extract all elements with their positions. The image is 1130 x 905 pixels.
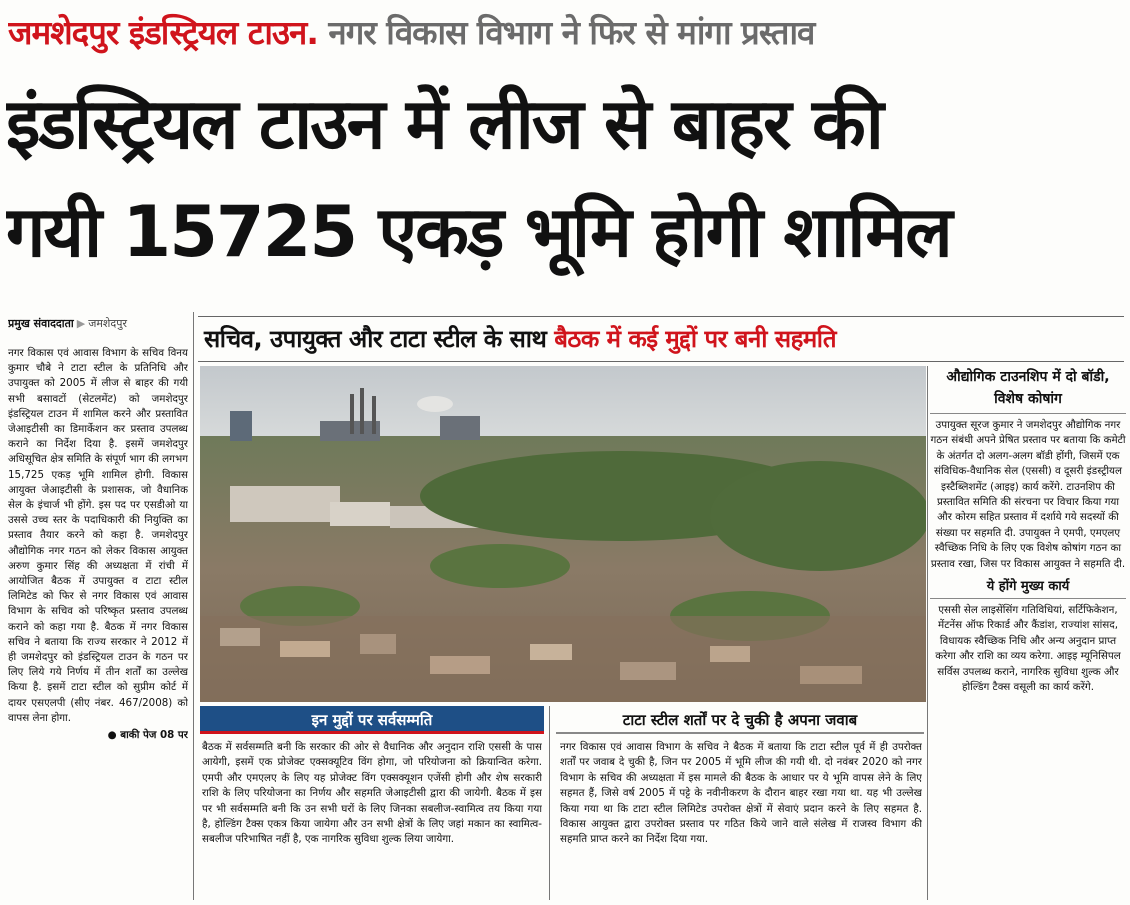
main-headline [6,70,1124,286]
headline-line-1: इंडस्ट्रियल टाउन में लीज से बाहर की [6,83,882,165]
kicker-line [8,6,1123,60]
left-column-text: नगर विकास एवं आवास विभाग के सचिव विनय कुमार चौबे ने टाटा स्टील के प्रतिनिधि और उपायुक्त को 2005 में लीज से बाहर की गयी सभी बसावटों (सेटलमेंट) को जमशेदपुर इंडस्ट्रियल टाउन में शामिल करने और प्रस्तावित जेआइटीसी का डिमार्केशन कर प्रस्ताव उपलब्ध कराने का निर्देश दिया है. इसमें जमशेदपुर अधिसूचित क्षेत्र समिति के संपूर्ण भाग की लगभग 15,725 एकड़ भूमि शामिल होगी. विकास आयुक्त जेआइटीसी के प्रशासक, जो वैधानिक सेल के इंचार्ज भी होंगे. इस पद पर एसडीओ या उससे उच्च स्तर के पदाधिकारी की नियुक्ति का प्रस्ताव तैयार करने को कहा है. जमशेदपुर औद्योगिक नगर गठन को लेकर विकास आयुक्त अरुण कुमार सिंह की अध्यक्षता में रांची में आयोजित बैठक में उपायुक्त व टाटा स्टील लिमिटेड को फिर से नगर विकास एवं आवास विभाग के सचिव को परिष्कृत प्रस्ताव उपलब्ध कराने को कहा गया है. बैठक में नगर विकास सचिव ने बताया कि राज्य सरकार ने 2012 में ही जमशेदपुर को इंडस्ट्रियल टाउन के गठन पर लिए लिये गये निर्णय में तीन शर्तों का उल्लेख किया है. इसमें टाटा स्टील को सुप्रीम कोर्ट में दायर एसएलपी (सीए नंबर. 467/2008) को वापस लेना होगा. [8,347,188,724]
side-box-divider [927,366,928,900]
side-box-text-2: एससी सेल लाइसेंसिंग गतिविधियां, सर्टिफिकेशन, मेंटनेंस ऑफ रिकार्ड और कैंडांश, राज्यांश सांसद, विधायक स्वैच्छिक निधि और अन्य अनुदान प्राप्त करेगा और राशि का व्यय करेगा. आइइ म्यूनिसिपल सर्विस उपलब्ध कराने, नागरिक सुविधा शुल्क और होल्डिंग टैक्स वसूली का कार्य करेंगे. [935,604,1121,694]
side-box-text-1: उपायुक्त सूरज कुमार ने जमशेदपुर औद्योगिक नगर गठन संबंधी अपने प्रेषित प्रस्ताव पर बताया कि कमेटी के अंतर्गत दो अलग-अलग बॉडी होंगी, जिसमें एक संविधिक-वैधानिक सेल (एससी) व दूसरी इंडस्ट्रीयल इस्टैब्लिशमेंट (आइइ) कार्य करेंगे. टाउनशिप की प्रस्तावित समिति की संरचना पर विचार किया गया और कोरम सहित प्रस्ताव में दर्शाये गये सदस्यों की संख्या पर सहमति दी. उपायुक्त ने एमपी, एमएलए स्वैच्छिक निधि के लिए एक विशेष कोषांग गठन का प्रस्ताव रखा, जिस पर विकास आयुक्त ने सहमति दी. [930,419,1126,570]
kicker-red: जमशेदपुर इंडस्ट्रियल टाउन. [8,13,318,52]
left-column [8,346,188,896]
headline-line-2: गयी 15725 एकड़ भूमि होगी शामिल [6,191,951,273]
byline-author: प्रमुख संवाददाता [8,317,74,330]
subhead-red: बैठक में कई मुद्दों पर बनी सहमति [554,325,837,353]
side-box-subtitle: ये होंगे मुख्य कार्य [930,576,1126,599]
column-divider [193,312,194,900]
side-box-title: औद्योगिक टाउनशिप में दो बॉडी, विशेष कोषांग [930,366,1126,414]
box-b-title: टाटा स्टील शर्तों पर दे चुकी है अपना जवाब [556,706,924,734]
byline-location: जमशेदपुर [88,317,127,330]
box-divider [549,706,550,900]
subheadline [198,316,1124,362]
side-box [930,366,1126,900]
aerial-city-photo [200,366,926,702]
city-photo-illustration [200,366,926,702]
subhead-black: सचिव, उपायुक्त और टाटा स्टील के साथ [204,325,547,353]
byline [8,312,193,336]
box-a-text: बैठक में सर्वसम्मति बनी कि सरकार की ओर से वैधानिक और अनुदान राशि एससी के पास आयेगी, इसमें एक प्रोजेक्ट एक्सक्यूटिव विंग होगा, जो परियोजना को क्रियान्वित करेगा. एमपी और एमएलए के लिए यह प्रोजेक्ट विंग एक्सक्यूशन एजेंसी होगी और शेष सरकारी राशि के लिए परियोजना का निर्णय और सहमति जेआइटीसी द्वारा की जायेगी. बैठक में इस पर भी सर्वसम्मति बनी कि उन सभी घरों के लिए जिनका सबलीज-स्वामित्व तय किया गया है, होल्डिंग टैक्स एकत्र किया जायेगा और उन सभी क्षेत्रों के लिए जहां मकान का स्वामित्व-सबलीज परिभाषित नहीं है, एक नागरिक सुविधा शुल्क लिया जायेगा. [202,741,542,846]
kicker-gray: नगर विकास विभाग ने फिर से मांगा प्रस्ताव [328,13,815,52]
box-b-text: नगर विकास एवं आवास विभाग के सचिव ने बैठक में बताया कि टाटा स्टील पूर्व में ही उपरोक्त शर्तों पर जवाब दे चुकी है, जिन पर 2005 में भूमि लीज की गयी थी. दो नवंबर 2020 को नगर विभाग के सचिव की अध्यक्षता में इस मामले की बैठक के आधार पर ये भूमि वापस लेने के लिए सहमत हैं, जिसे वर्ष 2005 में पट्टे के नवीनीकरण के दौरान बाहर रखा गया था. यह भी उल्लेख किया गया था कि टाटा स्टील लिमिटेड उपरोक्त क्षेत्रों में सेवाएं प्रदान करने के लिए सहमत है. विकास आयुक्त द्वारा उपरोक्त प्रस्ताव पर गठित किये जाने वाले संलेख में राजस्व विभाग की सहमति प्राप्त करने का निर्देश दिया गया. [560,741,922,846]
box-a-title: इन मुद्दों पर सर्वसम्मति [200,706,544,734]
byline-arrow-icon: ▶ [76,317,86,330]
continued-note: ● बाकी पेज 08 पर [8,728,188,743]
